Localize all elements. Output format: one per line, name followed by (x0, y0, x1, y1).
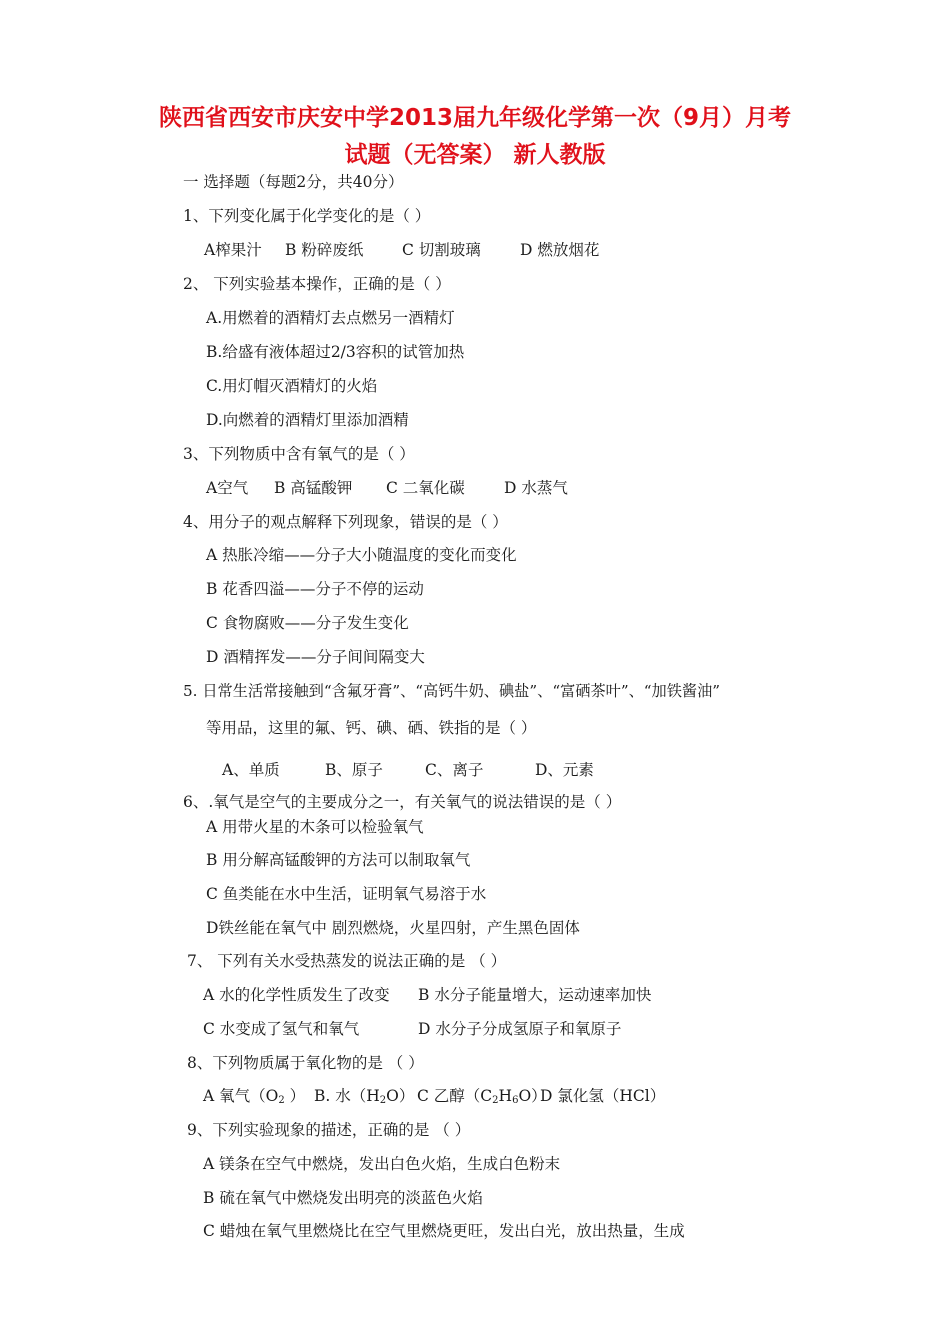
q8a-sub: 2 (278, 1095, 285, 1106)
question-1-option-b: B 粉碎废纸 (285, 241, 364, 259)
question-7-option-c: C 水变成了氢气和氧气 (203, 1020, 360, 1038)
question-3-option-a: A空气 (206, 479, 249, 497)
question-7-options-row2 (0, 1019, 950, 1039)
q8b-pre: B. 水（H (314, 1087, 380, 1105)
question-8-option-b (314, 1086, 414, 1111)
q8c-sub1: 2 (492, 1095, 499, 1106)
question-3-stem: 3、下列物质中含有氧气的是（ ） (183, 445, 415, 463)
question-7-option-a: A 水的化学性质发生了改变 (203, 986, 390, 1004)
question-7-option-d: D 水分子分成氢原子和氧原子 (418, 1020, 622, 1038)
question-5-option-b: B、原子 (325, 761, 383, 779)
question-3-options (0, 478, 950, 498)
question-6-option-a: A 用带火星的木条可以检验氧气 (206, 818, 424, 836)
question-8-option-d: D 氯化氢（HCl） (540, 1087, 666, 1105)
question-9-option-c: C 蜡烛在氧气里燃烧比在空气里燃烧更旺，发出白光，放出热量，生成 (203, 1222, 685, 1240)
question-2-stem: 2、 下列实验基本操作，正确的是（ ） (183, 275, 451, 293)
question-2-option-d: D.向燃着的酒精灯里添加酒精 (206, 411, 409, 429)
document-title-line1: 陕西省西安市庆安中学2013届九年级化学第一次（9月）月考 (158, 105, 792, 131)
question-3-option-b: B 高锰酸钾 (274, 479, 353, 497)
question-6-option-b: B 用分解高锰酸钾的方法可以制取氧气 (206, 851, 471, 869)
question-2-option-b: B.给盛有液体超过2/3容积的试管加热 (206, 343, 465, 361)
q8c-post: O） (518, 1087, 547, 1105)
question-9-option-a: A 镁条在空气中燃烧，发出白色火焰，生成白色粉末 (203, 1155, 561, 1173)
question-5-stem-line1: 5. 日常生活常接触到“含氟牙膏”、“高钙牛奶、碘盐”、“富硒茶叶”、“加铁酱油” (183, 682, 721, 700)
question-9-option-b: B 硫在氧气中燃烧发出明亮的淡蓝色火焰 (203, 1189, 483, 1207)
question-1-option-a: A榨果汁 (204, 241, 262, 259)
q8b-post: O） (386, 1087, 415, 1105)
question-1-option-d: D 燃放烟花 (520, 241, 600, 259)
question-6-stem: 6、.氧气是空气的主要成分之一，有关氧气的说法错误的是（ ） (183, 793, 622, 811)
question-4-option-b: B 花香四溢——分子不停的运动 (206, 580, 424, 598)
question-1-stem: 1、下列变化属于化学变化的是（ ） (183, 207, 431, 225)
document-title-line2: 试题（无答案） 新人教版 (344, 142, 606, 168)
question-3-option-d: D 水蒸气 (504, 479, 568, 497)
section-heading: 一 选择题（每题2分，共40分） (183, 173, 404, 191)
question-6-option-d: D铁丝能在氧气中 剧烈燃烧，火星四射，产生黑色固体 (206, 919, 580, 937)
q8b-sub: 2 (379, 1095, 387, 1106)
question-5-option-d: D、元素 (535, 761, 594, 779)
question-1-options (0, 240, 950, 260)
q8a-post: ） (284, 1087, 306, 1105)
question-1-option-c: C 切割玻璃 (402, 241, 481, 259)
question-2-option-a: A.用燃着的酒精灯去点燃另一酒精灯 (206, 309, 455, 327)
q8a-pre: A 氧气（O (203, 1087, 279, 1105)
question-5-stem-line2: 等用品，这里的氟、钙、碘、硒、铁指的是（ ） (206, 719, 537, 737)
question-5-options (0, 760, 950, 780)
question-6-option-c: C 鱼类能在水中生活，证明氧气易溶于水 (206, 885, 487, 903)
question-8-option-c (417, 1086, 547, 1111)
question-4-stem: 4、用分子的观点解释下列现象，错误的是（ ） (183, 513, 508, 531)
question-7-option-b: B 水分子能量增大，运动速率加快 (418, 986, 652, 1004)
question-5-option-a: A、单质 (222, 761, 280, 779)
question-4-option-a: A 热胀冷缩——分子大小随温度的变化而变化 (206, 546, 517, 564)
q8c-mid: H (498, 1087, 513, 1105)
question-7-options-row1 (0, 985, 950, 1005)
q8c-sub2: 6 (512, 1095, 519, 1106)
question-3-option-c: C 二氧化碳 (386, 479, 465, 497)
question-7-stem: 7、 下列有关水受热蒸发的说法正确的是 （ ） (187, 952, 507, 970)
question-4-option-c: C 食物腐败——分子发生变化 (206, 614, 409, 632)
question-5-option-c: C、离子 (425, 761, 484, 779)
question-4-option-d: D 酒精挥发——分子间间隔变大 (206, 648, 425, 666)
question-8-option-a (203, 1086, 305, 1111)
question-8-options (0, 1086, 950, 1106)
q8c-pre: C 乙醇（C (417, 1087, 493, 1105)
question-2-option-c: C.用灯帽灭酒精灯的火焰 (206, 377, 378, 395)
question-8-stem: 8、下列物质属于氧化物的是 （ ） (187, 1054, 424, 1072)
question-9-stem: 9、下列实验现象的描述，正确的是 （ ） (187, 1121, 471, 1139)
